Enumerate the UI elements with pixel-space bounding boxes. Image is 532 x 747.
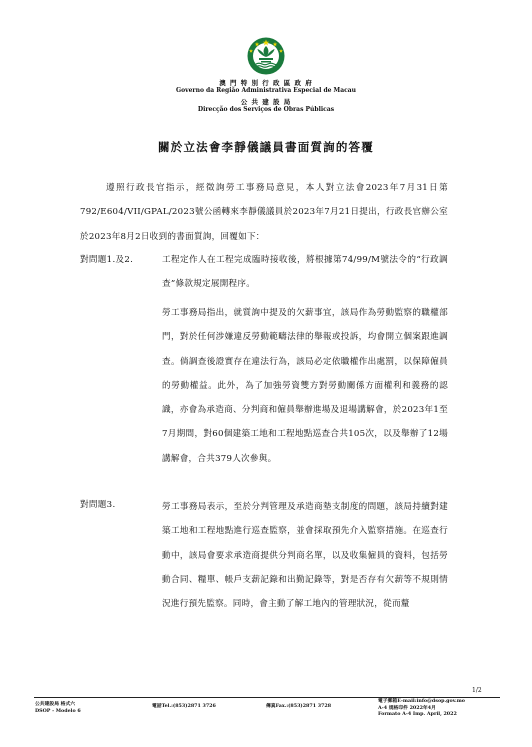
answer-1-paragraph-1: 工程定作人在工程完成臨時接收後，將根據第74/99/M號法令的“行政調查”條款規定展開程序。 xyxy=(162,255,448,290)
question-1-2-label: 對問題1.及2. xyxy=(80,255,134,265)
header-department-zh: 公 共 建 設 局 xyxy=(240,98,292,106)
footer-fax: 傳真Fax.:(853)2871 3728 xyxy=(266,703,332,709)
page-number: 1/2 xyxy=(472,687,482,694)
footer-model-zh: 公共建設局 格式六 xyxy=(35,701,76,707)
document-title: 關於立法會李靜儀議員書面質詢的答覆 xyxy=(158,140,374,154)
footer-contact xyxy=(378,698,465,718)
footer-model xyxy=(35,701,81,714)
answer-3-paragraph-1: 勞工事務局表示，至於分判管理及承造商墊支制度的問題，該局持續對建築工地和工程地點進行巡查監察，並會採取預先介入監察措施。在巡查行動中，該局會要求承造商提供分判商名單，以及收集僱員的資料，包括勞動合同、糧單、帳戶支薪記錄和出勤記錄等，對是否存有欠薪等不規則情況進行預先監察。同時，會主動了解工地內的管理狀況，從而釐 xyxy=(162,502,448,610)
header-region-pt: Governo da Região Administrativa Especial de Macau xyxy=(176,87,356,94)
question-3-label: 對問題3. xyxy=(80,500,116,510)
answer-1-paragraph-2: 勞工事務局指出，就質詢中提及的欠薪事宜，該局作為勞動監察的職權部門，對於任何涉嫌違反勞動範疇法律的舉報或投訴，均會開立個案跟進調查。倘調查後證實存在違法行為，該局必定依職權作出處罰，以保障僱員的勞動權益。此外，為了加強勞資雙方對勞動關係方面權利和義務的認識，亦會為承造商、分判商和僱員舉辦進場及退場講解會，於2023年1至7月期間，對60個建築工地和工程地點巡查合共105次，以及舉辦了12場講解會，合共379人次參與。 xyxy=(162,308,448,464)
header-department-pt: Direcção dos Serviços de Obras Públicas xyxy=(197,106,335,113)
macau-emblem-icon xyxy=(246,36,286,76)
footer-format-zh: A-4 規格印件 2022年4月 xyxy=(378,704,436,711)
footer-format-pt: Formato A-4 Imp. April, 2022 xyxy=(378,711,457,717)
intro-paragraph: 遵照行政長官指示，經徵詢勞工事務局意見，本人對立法會2023年7月31日第792/E604/VII/GPAL/2023號公函轉來李靜儀議員於2023年7月21日提出，行政長官辦公室於2023年8月2日收到的書面質詢，回覆如下： xyxy=(80,183,448,242)
footer-telephone: 電話Tel.:(853)2871 3726 xyxy=(152,703,216,709)
footer-model-pt: DSOP - Modelo 6 xyxy=(35,707,81,714)
footer-email: 電子郵箱E-mail:info@dsop.gov.mo xyxy=(378,698,465,704)
header-region-zh: 澳 門 特 別 行 政 區 政 府 xyxy=(219,79,313,87)
